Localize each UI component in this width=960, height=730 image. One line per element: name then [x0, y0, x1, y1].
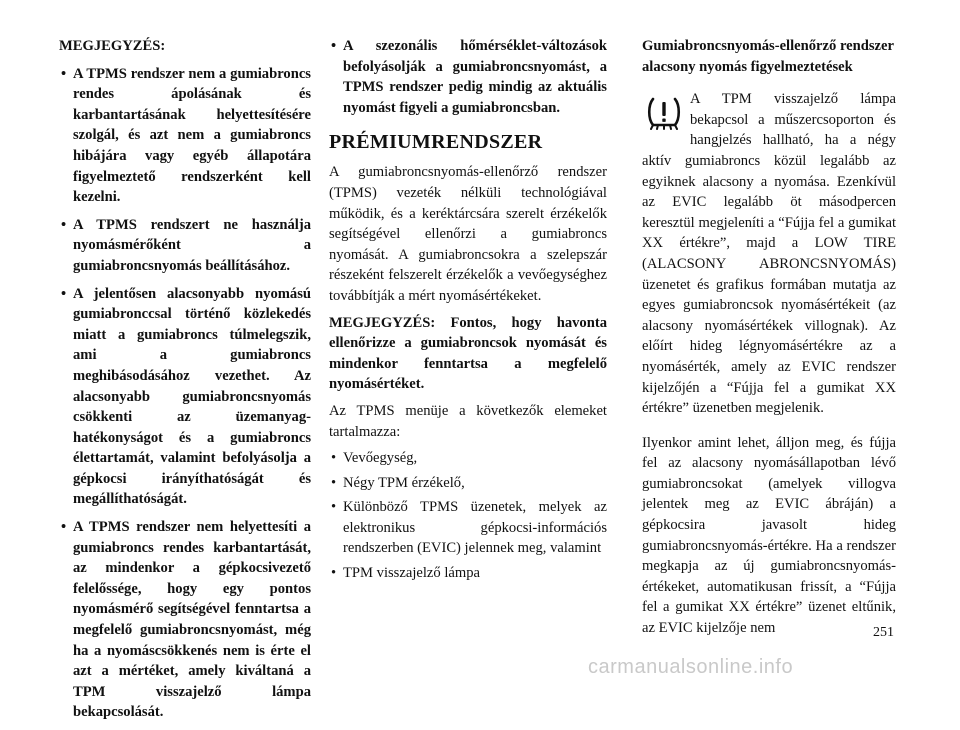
- list-item-text: A jelentősen alacsonyabb nyomású gumiabronccsal történő közlekedés miatt a gumiabroncs túlmelegszik, ami a gumiabroncs meghibásodásához vezethet. Az alacsonyabb gumiabroncsnyomás csökkenti az üzemanyag-hatékonyságot és a gumiabroncs élettartamát, valamint befolyásolja a gépkocsi irányíthatóságát és megállíthatóságát.: [73, 285, 311, 508]
- list-item: [329, 563, 607, 584]
- bullet-dot: •: [331, 499, 337, 516]
- list-item: [329, 497, 607, 559]
- menu-items-list: [329, 448, 607, 584]
- note-heading: MEGJEGYZÉS:: [59, 38, 166, 54]
- list-item-text: Vevőegység,: [343, 450, 418, 467]
- column-right: [642, 36, 896, 645]
- page-number: 251: [873, 625, 894, 640]
- bullet-dot: •: [331, 565, 337, 582]
- bullet-dot: •: [61, 519, 67, 536]
- bullet-dot: •: [331, 450, 337, 467]
- list-item: [59, 517, 311, 723]
- bullet-dot: •: [61, 65, 67, 82]
- list-item: [329, 473, 607, 494]
- column-left: [59, 36, 311, 730]
- column-middle: [329, 36, 607, 588]
- paragraph: Ilyenkor amint lehet, álljon meg, és fújja fel az alacsony nyomásállapotban lévő gumiabroncsokat (amelyek villogva jelentek meg az EVIC ábráján) a gépkocsira javasolt hideg gumiabroncsnyomás-értékre. Ha a rendszer megkapja az új gumiabroncsnyomás-értékeket, automatikusan frissít, a “Fújja fel a gumikat XX értékre” üzenet eltűnik, az EVIC kijelzője nem: [642, 434, 896, 637]
- list-item-text: A TPMS rendszer nem helyettesíti a gumiabroncs rendes karbantartását, az mindenkor a gépkocsivezető felelőssége, hogy egy pontos nyomásmérő segítségével fenntartsa a megfelelő gumiabroncsnyomást, még ha a nyomáscsökkenés nem is érte el azt a mértéket, amely kiváltaná a TPM visszajelző lámpa bekapcsolását.: [73, 519, 311, 721]
- list-item: [329, 36, 607, 118]
- list-item: [59, 64, 311, 208]
- warning-paragraph-block: [642, 89, 896, 425]
- list-item-text: TPM visszajelző lámpa: [343, 565, 480, 582]
- paragraph: A TPM visszajelző lámpa bekapcsol a műszercsoporton és hangjelzés hallható, ha a négy aktív gumiabroncs közül legalább az egyiknek alacsony a nyomása. Ezenkívül az EVIC legalább öt másodpercen keresztül megjeleníti a “Fújja fel a gumikat XX értékre”, majd a LOW TIRE (ALACSONY ABRONCSNYOMÁS) üzenetet és grafikus formában mutatja az egyes gumiabroncsok nyomásértékeit (az alacsony nyomásértékek villognak). Az előírt hideg légnyomásértékre az a nyomásérték, amely az EVIC rendszer kijelzőjén a “Fújja fel a gumikat XX értékre” üzenetben megjelenik.: [642, 91, 896, 417]
- paragraph: A gumiabroncsnyomás-ellenőrző rendszer (TPMS) vezeték nélküli technológiával működik, és a keréktárcsára szerelt érzékelők segítségével ellenőrzi a gumiabroncs nyomását. A gumiabroncsokra a szelepszár részeként felszerelt érzékelők a vevőegységhez továbbítják a mért nyomásértékeket.: [329, 164, 607, 304]
- bullet-dot: •: [61, 285, 67, 302]
- list-item-text: A TPMS rendszert ne használja nyomásmérőként a gumiabroncsnyomás beállításához.: [73, 216, 311, 274]
- subheading: Gumiabroncsnyomás-ellenőrző rendszer alacsony nyomás figyelmeztetések: [642, 38, 894, 75]
- list-item-text: Négy TPM érzékelő,: [343, 474, 465, 491]
- note-paragraph: MEGJEGYZÉS: Fontos, hogy havonta ellenőrizze a gumiabroncsok nyomását és mindenkor fenntartsa a megfelelő nyomásértéket.: [329, 314, 607, 393]
- watermark: carmanualsonline.info: [588, 656, 794, 678]
- list-item-text: A szezonális hőmérséklet-változások befolyásolják a gumiabroncsnyomást, a TPMS rendszer pedig mindig az aktuális nyomást figyeli a gumiabroncsban.: [343, 38, 607, 116]
- season-bullet-list: [329, 36, 607, 118]
- list-item: [59, 284, 311, 511]
- bullet-dot: •: [331, 38, 337, 54]
- bullet-dot: •: [331, 474, 337, 491]
- paragraph: Az TPMS menüje a következők elemeket tartalmazza:: [329, 402, 607, 440]
- warning-bullet-list: [59, 64, 311, 723]
- list-item: [329, 448, 607, 469]
- bullet-dot: •: [61, 216, 67, 233]
- tire-pressure-warning-icon: [646, 93, 682, 133]
- list-item: [59, 215, 311, 277]
- section-title: PRÉMIUMRENDSZER: [329, 131, 543, 154]
- list-item-text: A TPMS rendszer nem a gumiabroncs rendes ápolásának és karbantartásának helyettesítésére szolgál, és azt nem a gumiabroncs hibájára vagy egyéb állapotára figyelmeztető rendszerként kell kezelni.: [73, 65, 311, 206]
- list-item-text: Különböző TPMS üzenetek, melyek az elektronikus gépkocsi-információs rendszerben (EVIC) jelennek meg, valamint: [343, 499, 607, 557]
